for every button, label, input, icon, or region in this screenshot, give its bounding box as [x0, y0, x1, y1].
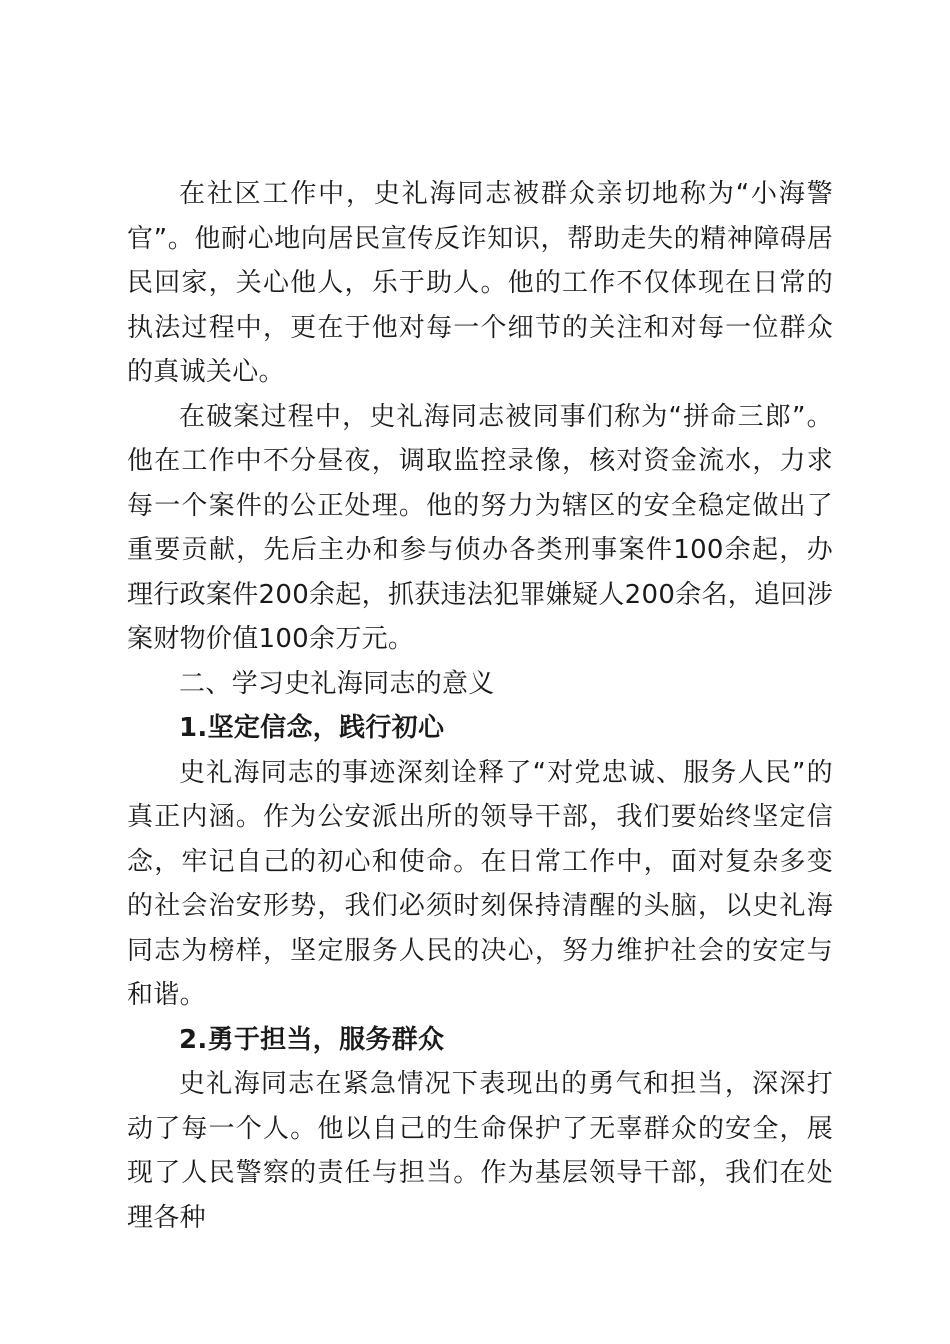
- document-body: [127, 172, 833, 1240]
- paragraph-community-work: 在社区工作中，史礼海同志被群众亲切地称为“小海警官”。他耐心地向居民宣传反诈知识，帮助走失的精神障碍居民回家，关心他人，乐于助人。他的工作不仅体现在日常的执法过程中，更在于他对每一个细节的关注和对每一位群众的真诚关心。: [127, 179, 833, 387]
- paragraph-firm-belief: 史礼海同志的事迹深刻诠释了“对党忠诚、服务人民”的真正内涵。作为公安派出所的领导干部，我们要始终坚定信念，牢记自己的初心和使命。在日常工作中，面对复杂多变的社会治安形势，我们必须时刻保持清醒的头脑，以史礼海同志为榜样，坚定服务人民的决心，努力维护社会的安定与和谐。: [127, 757, 833, 1010]
- subheading-take-responsibility: 2.勇于担当，服务群众: [179, 1024, 445, 1055]
- subheading-firm-belief: 1.坚定信念，践行初心: [179, 713, 445, 743]
- section-heading-significance: 二、学习史礼海同志的意义: [179, 668, 495, 699]
- paragraph-case-solving: 在破案过程中，史礼海同志被同事们称为“拼命三郎”。他在工作中不分昼夜，调取监控录像，核对资金流水，力求每一个案件的公正处理。他的努力为辖区的安全稳定做出了重要贡献，先后主办和参与侦办各类刑事案件100余起，办理行政案件200余起，抓获违法犯罪嫌疑人200余名，追回涉案财物价值100余万元。: [127, 401, 833, 654]
- paragraph-take-responsibility: 史礼海同志在紧急情况下表现出的勇气和担当，深深打动了每一个人。他以自己的生命保护了无辜群众的安全，展现了人民警察的责任与担当。作为基层领导干部，我们在处理各种: [127, 1069, 833, 1233]
